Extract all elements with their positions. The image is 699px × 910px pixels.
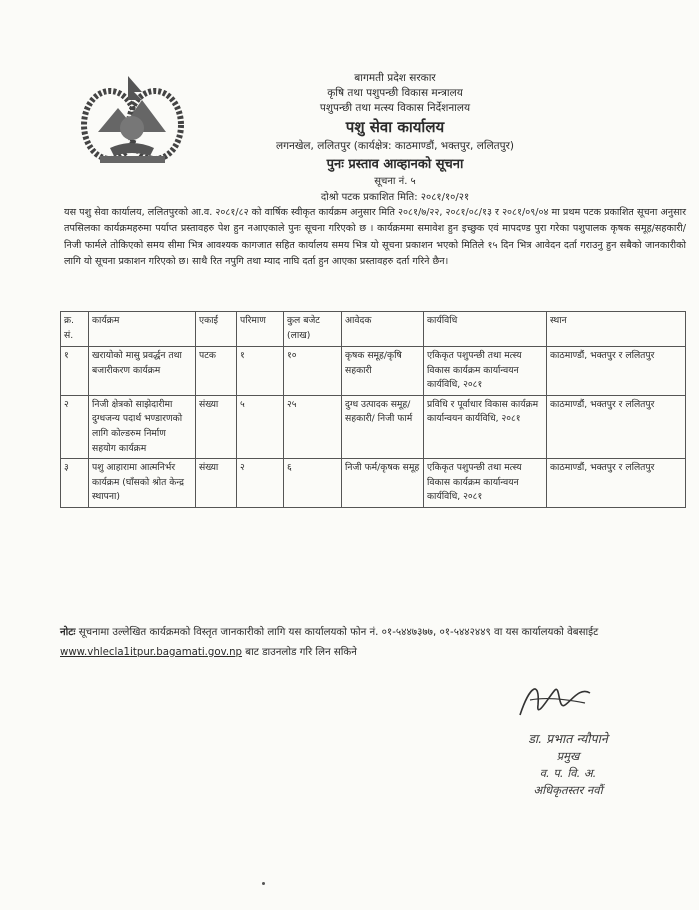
cell-procedure: एकिकृत पशुपन्छी तथा मत्स्य विकास कार्यक्रम कार्यान्वयन कार्यविधि, २०८१ [424,347,547,396]
cell-applicant: कृषक समूह/कृषि सहकारी [342,347,424,396]
office-address: लगनखेल, ललितपुर (कार्यक्षेत्र: काठमाण्डौं, भक्तपुर, ललितपुर) [275,140,515,152]
emblem-map [120,116,144,140]
cell-sn: २ [61,395,89,458]
table-row [61,395,686,458]
header-procedure: कार्यविधि [424,312,547,347]
cell-applicant: दुग्ध उत्पादक समूह/सहकारी/ निजी फार्म [342,395,424,458]
header-applicant: आवेदक [342,312,424,347]
cell-program: पशु आहारामा आत्मनिर्भर कार्यक्रम (घाँसको श्रोत केन्द्र स्थापना) [89,459,196,508]
header-program: कार्यक्रम [89,312,196,347]
cell-location: काठमाण्डौं, भक्तपुर र ललितपुर [547,347,686,396]
header-budget: कुल बजेट (लाख) [284,312,342,347]
signatory-position: व. प. वि. अ. [539,766,597,780]
header-sn: क्र. सं. [61,312,89,347]
program-table [60,311,686,508]
cell-quantity: ५ [237,395,284,458]
note-text: सूचनामा उल्लेखित कार्यक्रमको विस्तृत जानकारीको लागि यस कार्यालयको फोन नं. ०१-५४४७३७७, ०१-५४४२४४९ वा यस कार्यालयको वेबसाईट [75,627,599,638]
signature-image [510,675,600,725]
cell-budget: १० [284,347,342,396]
publish-date: दोश्रो पटक प्रकाशित मिति: २०८१/१०/२१ [320,192,470,203]
notice-number: सूचना नं. ५ [374,176,416,187]
cell-budget: ६ [284,459,342,508]
table-row [61,459,686,508]
office-name: पशु सेवा कार्यालय [345,118,445,136]
cell-location: काठमाण्डौं, भक्तपुर र ललितपुर [547,459,686,508]
cell-quantity: २ [237,459,284,508]
cell-program: निजी क्षेत्रको साझेदारीमा दुग्धजन्य पदार्थ भण्डारणको लागि कोल्डरुम निर्माण सहयोग कार्यक्रम [89,395,196,458]
cell-sn: ३ [61,459,89,508]
notice-title: पुनः प्रस्ताव आव्हानको सूचना [326,157,464,172]
cell-unit: संख्या [196,459,237,508]
cell-unit: संख्या [196,395,237,458]
website-link[interactable]: www.vhlecla1itpur.bagamati.gov.np [60,647,243,658]
table-row [61,347,686,396]
cell-sn: १ [61,347,89,396]
signatory-name: डा. प्रभात न्यौपाने [528,731,608,746]
cell-location: काठमाण्डौं, भक्तपुर र ललितपुर [547,395,686,458]
notice-body: यस पशु सेवा कार्यालय, ललितपुरको आ.व. २०८१/८२ को वार्षिक स्वीकृत कार्यक्रम अनुसार मिति २०८१/७/२२, २०८१/०८/१३ र २०८१/०९/०४ मा प्रथम पटक प्रकाशित सूचना अनुसार तपसिलका कार्यक्रमहरुमा पर्याप्त प्रस्तावहरु पेश हुन नआएकाले पुनः सूचना गरिएको छ । कार्यक्रममा समावेश हुन इच्छुक एवं मापदण्ड पुरा गरेका पशुपालक कृषक समूह/सहकारी/निजी फार्मले तोकिएको समय सीमा भित्र आवश्यक कागजात सहित कार्यालय समय भित्र यो सूचना प्रकाशन भएको मितिले १५ दिन भित्र आवेदन दर्ता गराउनु हुन सबैको जानकारीको लागि यो सूचना प्रकाशन गरिएको छ। साथै रित नपुगि तथा म्याद नाघि दर्ता हुन आएका प्रस्तावहरु दर्ता गरिने छैन। [64,207,686,268]
cell-applicant: निजी फर्म/कृषक समूह [342,459,424,508]
emblem-ribbon [100,156,165,163]
nepal-emblem [80,70,185,165]
header-location: स्थान [547,312,686,347]
signatory-title: प्रमुख [556,749,580,763]
cell-quantity: १ [237,347,284,396]
cell-unit: पटक [196,347,237,396]
cell-procedure: एकिकृत पशुपन्छी तथा मत्स्य विकास कार्यक्रम कार्यान्वयन कार्यविधि, २०८१ [424,459,547,508]
cell-program: खरायोको मासु प्रवर्द्धन तथा बजारीकरण कार्यक्रम [89,347,196,396]
cell-budget: २५ [284,395,342,458]
note-text-end: बाट डाउनलोड गरि लिन सकिने [242,647,357,658]
header-unit: एकाई [196,312,237,347]
note-paragraph [60,623,686,663]
table-header-row [61,312,686,347]
ministry-name: कृषि तथा पशुपन्छी विकास मन्त्रालय [327,87,463,99]
signatory-level: अधिकृतस्तर नवौं [533,783,603,797]
note-label: नोटः [60,627,76,638]
government-name: बागमती प्रदेश सरकार [354,72,436,84]
stray-mark [262,882,265,885]
cell-procedure: प्रविधि र पूर्वाधार विकास कार्यक्रम कार्यान्वयन कार्यविधि, २०८१ [424,395,547,458]
header-quantity: परिमाण [237,312,284,347]
emblem-hands [110,143,154,156]
directorate-name: पशुपन्छी तथा मत्स्य विकास निर्देशनालय [319,102,471,114]
